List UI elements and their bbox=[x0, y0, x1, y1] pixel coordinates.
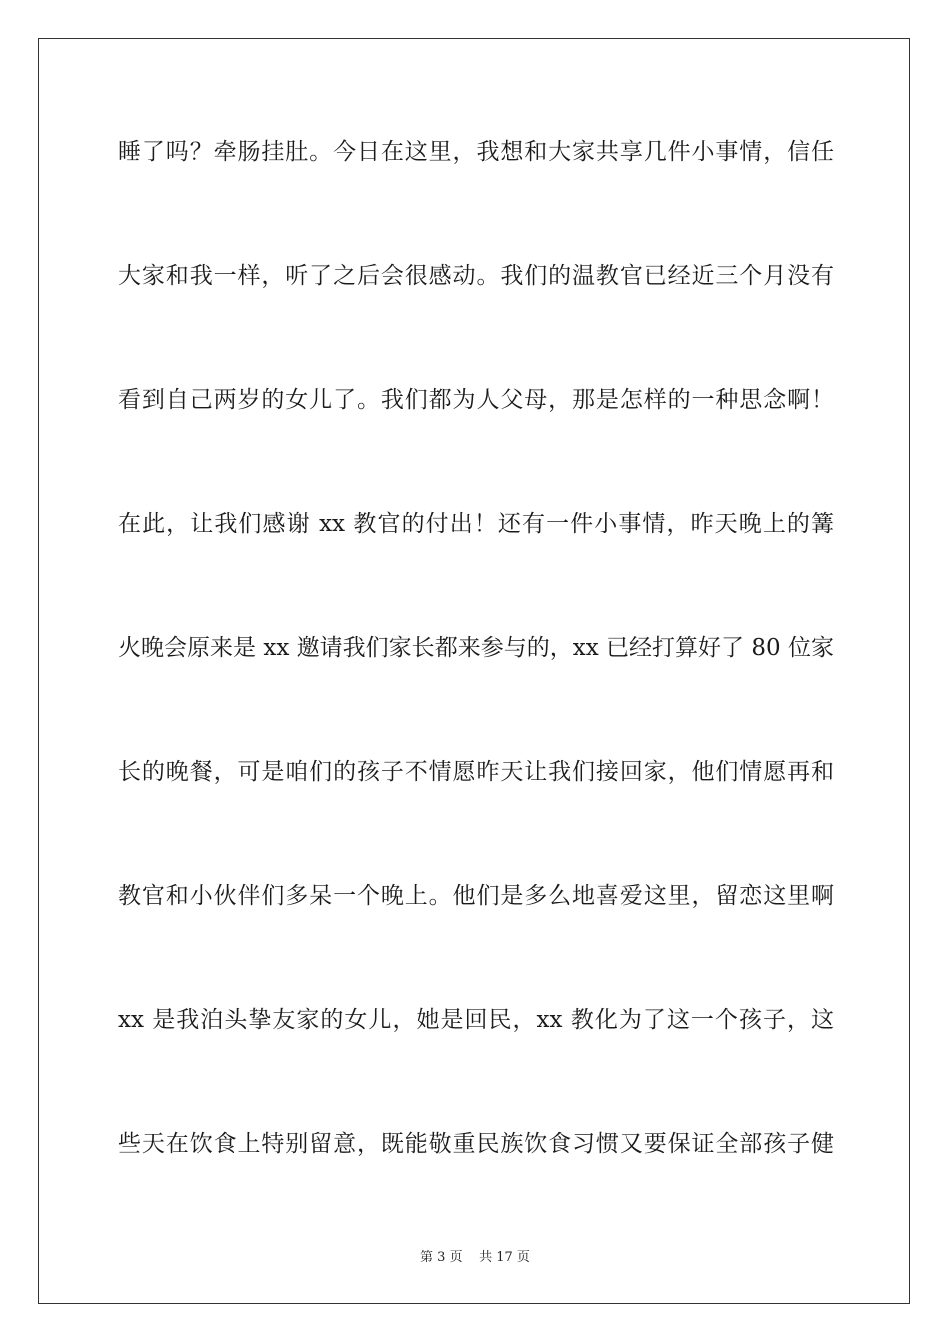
text-line: 看到自己两岁的女儿了。我们都为人父母，那是怎样的一种思念啊！ bbox=[118, 387, 834, 413]
text-line: 火晚会原来是 xx 邀请我们家长都来参与的，xx 已经打算好了 80 位家 bbox=[118, 635, 834, 661]
text-line: 教官和小伙伴们多呆一个晚上。他们是多么地喜爱这里，留恋这里啊 bbox=[118, 883, 834, 909]
text-line: 睡了吗？牵肠挂肚。今日在这里，我想和大家共享几件小事情，信任 bbox=[118, 139, 834, 165]
text-line: 些天在饮食上特别留意，既能敬重民族饮食习惯又要保证全部孩子健 bbox=[118, 1131, 834, 1157]
page-footer bbox=[0, 1246, 950, 1265]
text-line: 大家和我一样，听了之后会很感动。我们的温教官已经近三个月没有 bbox=[118, 263, 834, 289]
total-pages: 共 17 页 bbox=[479, 1250, 530, 1265]
page-number: 第 3 页 bbox=[420, 1250, 463, 1265]
text-line: 长的晚餐，可是咱们的孩子不情愿昨天让我们接回家，他们情愿再和 bbox=[118, 759, 834, 785]
text-line: 在此，让我们感谢 xx 教官的付出！还有一件小事情，昨天晚上的篝 bbox=[118, 511, 834, 537]
page-border bbox=[38, 38, 910, 1304]
text-line: xx 是我泊头挚友家的女儿，她是回民，xx 教化为了这一个孩子，这 bbox=[118, 1007, 834, 1033]
